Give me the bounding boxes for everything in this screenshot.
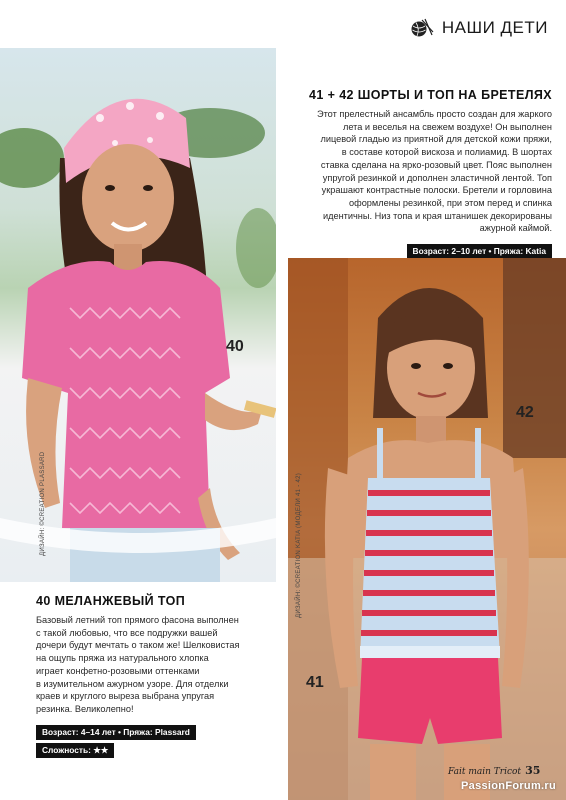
body-line: Этот прелестный ансамбль просто создан для жаркого (316, 109, 552, 119)
photo-credit-left: ДИЗАЙН: ©CREATION PLASSARD (40, 451, 46, 556)
model-number-41: 41 (306, 674, 324, 691)
body-line: украшают контрастные полоски. Бретели и горловина (321, 185, 552, 196)
body-line: идентичны. Низ топа и края штанишек декорированы (323, 210, 552, 221)
page-footer (448, 764, 540, 777)
model-number-40: 40 (226, 338, 244, 355)
article-title: 41 + 42 ШОРТЫ И ТОП НА БРЕТЕЛЯХ (309, 88, 552, 102)
body-line: в изумительном ажурном узоре. Для отделки (36, 678, 229, 689)
body-line: краев и круглого выреза выбрана упругая (36, 691, 215, 702)
article-melange-top (36, 594, 276, 758)
age-yarn-tag: Возраст: 4–14 лет • Пряжа: Plassard (36, 725, 196, 740)
body-line: лицевой гладью из приятной для детской кожи пряжи, (320, 134, 552, 145)
photo-models-41-42 (288, 258, 566, 800)
photo-model-40 (0, 48, 276, 582)
body-line: в составе которой вискоза и полиамид. В шортах (341, 147, 552, 158)
article-body (36, 614, 276, 716)
body-line: дочери будут мечтать о таком же! Шелковистая (36, 640, 240, 651)
body-line: оформлены резинкой, при этом перед и спинка (349, 197, 552, 208)
section-header (408, 18, 548, 38)
body-line: с такой любовью, что все подружки вашей (36, 627, 218, 638)
body-line: резинка. Великолепно! (36, 703, 134, 714)
article-tags (36, 722, 276, 758)
body-line: играет конфетно-розовыми оттенками (36, 665, 200, 676)
body-line: ставка сделана на ярко-розовый цвет. Пояс выполнен (320, 159, 552, 170)
section-title: НАШИ ДЕТИ (441, 18, 548, 37)
article-title: 40 МЕЛАНЖЕВЫЙ ТОП (36, 594, 186, 608)
body-line: ажурной каймой. (479, 223, 552, 234)
magazine-brand: Fait main Tricot (448, 767, 522, 777)
model-number-42: 42 (516, 404, 534, 421)
body-line: Базовый летний топ прямого фасона выполнен (36, 615, 239, 625)
body-line: на ощупь пряжа из натурального хлопка (36, 653, 209, 664)
body-line: лета и веселья на свежем воздухе! Он выполнен (342, 121, 552, 132)
article-shorts-and-strap-top (290, 88, 552, 277)
age-yarn-tag: Возраст: 2–10 лет • Пряжа: Katia (407, 244, 552, 259)
watermark: PassionForum.ru (461, 780, 556, 792)
photo-credit-right: ДИЗАЙН: ©CREATION KATIA (МОДЕЛИ 41 - 42) (296, 472, 302, 618)
yarn-ball-icon (408, 18, 434, 38)
difficulty-tag: Сложность: ★★ (36, 743, 114, 758)
body-line: упругой резинкой и дополнен эластичной лентой. Топ (322, 172, 552, 183)
page-number: 35 (525, 764, 541, 777)
article-body (290, 108, 552, 235)
girl-striped-top-illustration (288, 258, 566, 800)
